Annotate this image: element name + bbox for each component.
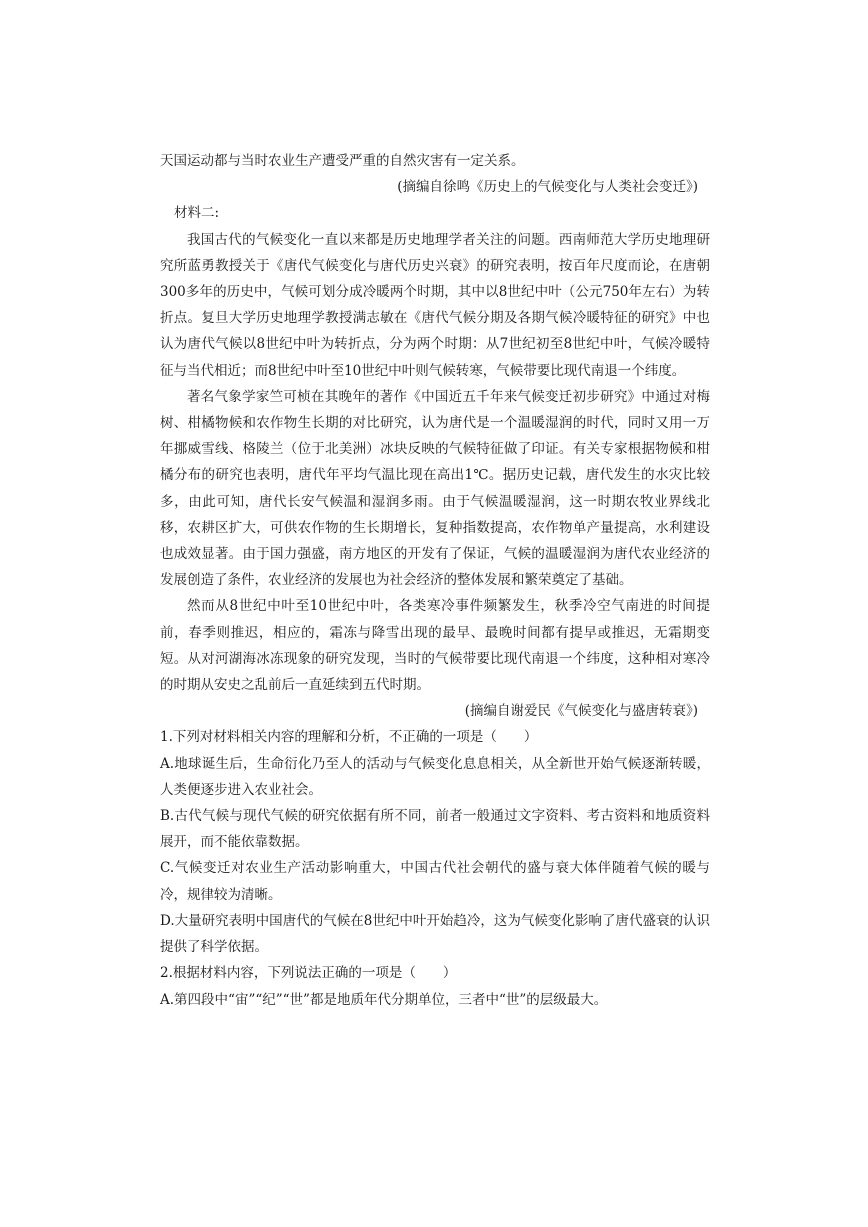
question-2-stem: 2.根据材料内容，下列说法正确的一项是（ ） (160, 965, 457, 982)
question-1-option-b: B.古代气候与现代气候的研究依据有所不同，前者一般通过文字资料、考古资料和地质资料展开，而不能依靠数据。 (160, 808, 710, 851)
question-1-option-c: C.气候变迁对农业生产活动影响重大，中国古代社会朝代的盛与衰大体伴随着气候的暖与冷，规律较为清晰。 (160, 860, 710, 903)
text-fragment: 天国运动都与当时农业生产遭受严重的自然灾害有一定关系。 (160, 153, 525, 169)
paragraph-1: 我国古代的气候变化一直以来都是历史地理学者关注的问题。西南师范大学历史地理研究所蓝勇教授关于《唐代气候变化与唐代历史兴衰》的研究表明，按百年尺度而论，在唐朝300多年的历史中，气候可划分成冷暖两个时期，其中以8世纪中叶（公元750年左右）为转折点。复旦大学历史地理学教授满志敏在《唐代气候分期及各期气候冷暖特征的研究》中也认为唐代气候以8世纪中叶为转折点，分为两个时期：从7世纪初至8世纪中叶，气候冷暖特征与当代相近；而8世纪中叶至10世纪中叶则气候转寒，气候带要比现代南退一个纬度。 (160, 231, 710, 379)
document-page (160, 148, 710, 1013)
source-citation-1: (摘编自徐鸣《历史上的气候变化与人类社会变迁》) (397, 179, 698, 196)
question-2-option-a: A.第四段中“宙”“纪”“世”都是地质年代分期单位，三者中“世”的层级最大。 (160, 991, 608, 1008)
question-1-option-d: D.大量研究表明中国唐代的气候在8世纪中叶开始趋冷，这为气候变化影响了唐代盛衰的认识提供了科学依据。 (160, 912, 710, 956)
source-citation-2: (摘编自谢爱民《气候变化与盛唐转衰》) (464, 703, 698, 720)
question-1-option-a: A.地球诞生后，生命衍化乃至人的活动与气候变化息息相关，从全新世开始气候逐渐转暖，人类便逐步进入农业社会。 (160, 755, 710, 798)
material-2-heading: 材料二: (174, 205, 220, 222)
paragraph-2: 著名气象学家竺可桢在其晚年的著作《中国近五千年来气候变迁初步研究》中通过对梅树、柑橘物候和农作物生长期的对比研究，认为唐代是一个温暖湿润的时代，同时又用一万年挪威雪线、格陵兰（位于北美洲）冰块反映的气候特征做了印证。有关专家根据物候和柑橘分布的研究也表明，唐代年平均气温比现在高出1℃。据历史记载，唐代发生的水灾比较多，由此可知，唐代长安气候温和湿润多雨。由于气候温暖湿润，这一时期农牧业界线北移，农耕区扩大，可供农作物的生长期增长，复种指数提高，农作物单产量提高，水利建设也成效显著。由于国力强盛，南方地区的开发有了保证，气候的温暖湿润为唐代农业经济的发展创造了条件，农业经济的发展也为社会经济的整体发展和繁荣奠定了基础。 (160, 388, 710, 589)
paragraph-3: 然而从8世纪中叶至10世纪中叶，各类寒冷事件频繁发生，秋季冷空气南进的时间提前，春季则推迟，相应的，霜冻与降雪出现的最早、最晚时间都有提早或推迟，无霜期变短。从对河湖海冰冻现象的研究发现，当时的气候带要比现代南退一个纬度，这种相对寒冷的时期从安史之乱前后一直延续到五代时期。 (160, 598, 710, 694)
question-1-stem: 1.下列对材料相关内容的理解和分析，不正确的一项是（ ） (160, 729, 538, 746)
